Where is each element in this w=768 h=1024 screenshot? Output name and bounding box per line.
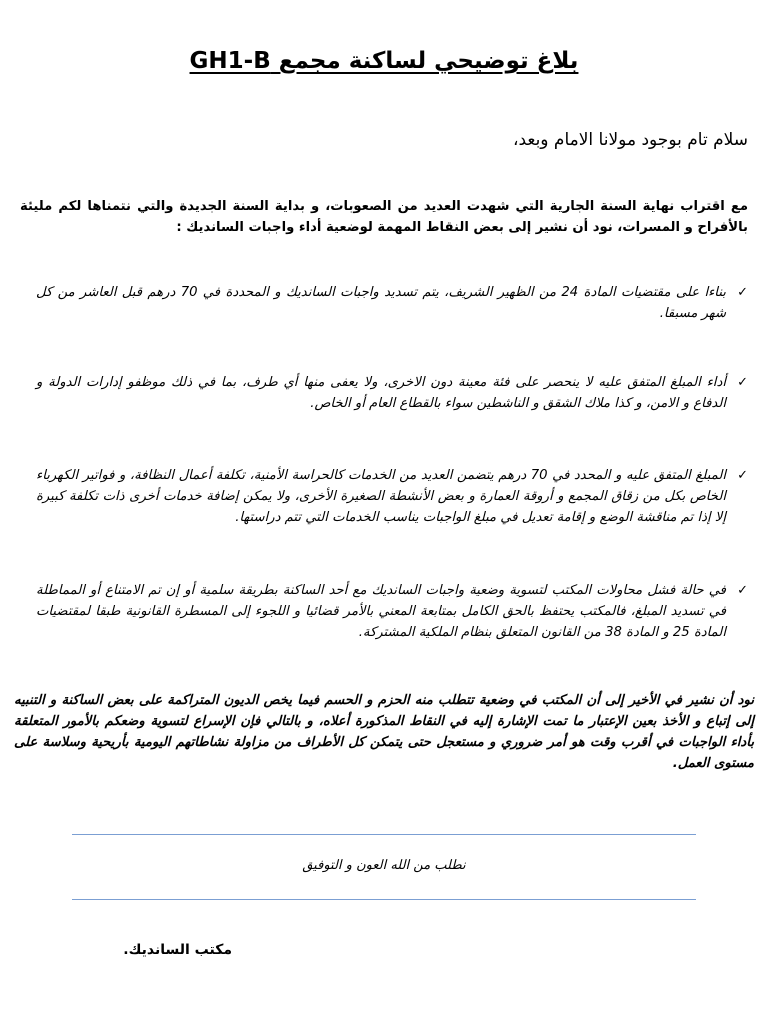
closing-paragraph: نود أن نشير في الأخير إلى أن المكتب في وضعية تتطلب منه الحزم و الحسم فيما يخص الديون المتراكمة على بعض الساكنة و التنبيه إلى إتباع و الأخذ بعين الإعتبار ما تمت الإشارة إليه في النقاط المذكورة أعلاه، و بالتالي فإن الإسراع لتسوية وضعكم بالأمور المتعلقة بأداء الواجبات في أقرب وقت هو أمر ضروري و مستعجل حتى يتمكن كل الأطراف من مزاولة نشاطاتهم اليومية بأريحية وسلاسة على مستوى العمل.	[14, 693, 754, 771]
divider-bottom	[72, 899, 696, 900]
greeting-line: سلام تام بوجود مولانا الامام وبعد،	[512, 130, 748, 150]
list-item-text: بناءا على مقتضيات المادة 24 من الظهير الشريف، يتم تسديد واجبات السانديك و المحددة في 70 درهم قبل العاشر من كل شهر مسبقا.	[36, 285, 726, 321]
list-item-text: المبلغ المتفق عليه و المحدد في 70 درهم يتضمن العديد من الخدمات كالحراسة الأمنية، تكلفة أعمال النظافة، و فواتير الكهرباء الخاص بكل من زقاق المجمع و أروقة العمارة و بعض الأنشطة الصغيرة الأخرى، ولا يمكن إضافة خدمات أخرى ذات تكلفة كبيرة إلا إذا تم مناقشة الوضع و إقامة تعديل في مبلغ الواجبات يناسب الخدمات التي تتم دراستها.	[36, 468, 726, 525]
list-item	[36, 465, 748, 528]
checkmark-icon: ✓	[737, 583, 748, 598]
checkmark-icon: ✓	[737, 468, 748, 483]
list-item	[36, 580, 748, 643]
checkmark-icon: ✓	[737, 375, 748, 390]
list-item	[36, 372, 748, 414]
request-line: نطلب من الله العون و التوفيق	[302, 858, 466, 873]
divider-top	[72, 834, 696, 835]
checkmark-icon: ✓	[737, 285, 748, 300]
signature: مكتب السانديك.	[123, 942, 232, 958]
list-item-text: أداء المبلغ المتفق عليه لا ينحصر على فئة معينة دون الاخرى، ولا يعفى منها أي طرف، بما في ذلك موظفو إدارات الدولة و الدفاع و الامن، و كذا ملاك الشقق و الناشطين سواء بالقطاع العام أو الخاص.	[36, 375, 726, 411]
document-title: بلاغ توضيحي لساكنة مجمع GH1-B	[189, 48, 579, 74]
list-item-text: في حالة فشل محاولات المكتب لتسوية وضعية واجبات السانديك مع أحد الساكنة بطريقة سلمية أو إن تم الامتناع أو المماطلة في تسديد المبلغ، فالمكتب يحتفظ بالحق الكامل بمتابعة المعني بالأمر قضائيا و اللجوء إلى المسطرة القانونية طبقا لمقتضيات المادة 25 و المادة 38 من القانون المتعلق بنظام الملكية المشتركة.	[36, 583, 726, 640]
intro-paragraph: مع اقتراب نهاية السنة الجارية التي شهدت العديد من الصعوبات، و بداية السنة الجديدة والتي نتمناها لكم مليئة بالأفراح و المسرات، نود أن نشير إلى بعض النقاط المهمة لوضعية أداء واجبات السانديك :	[20, 199, 748, 235]
list-item	[36, 282, 748, 324]
